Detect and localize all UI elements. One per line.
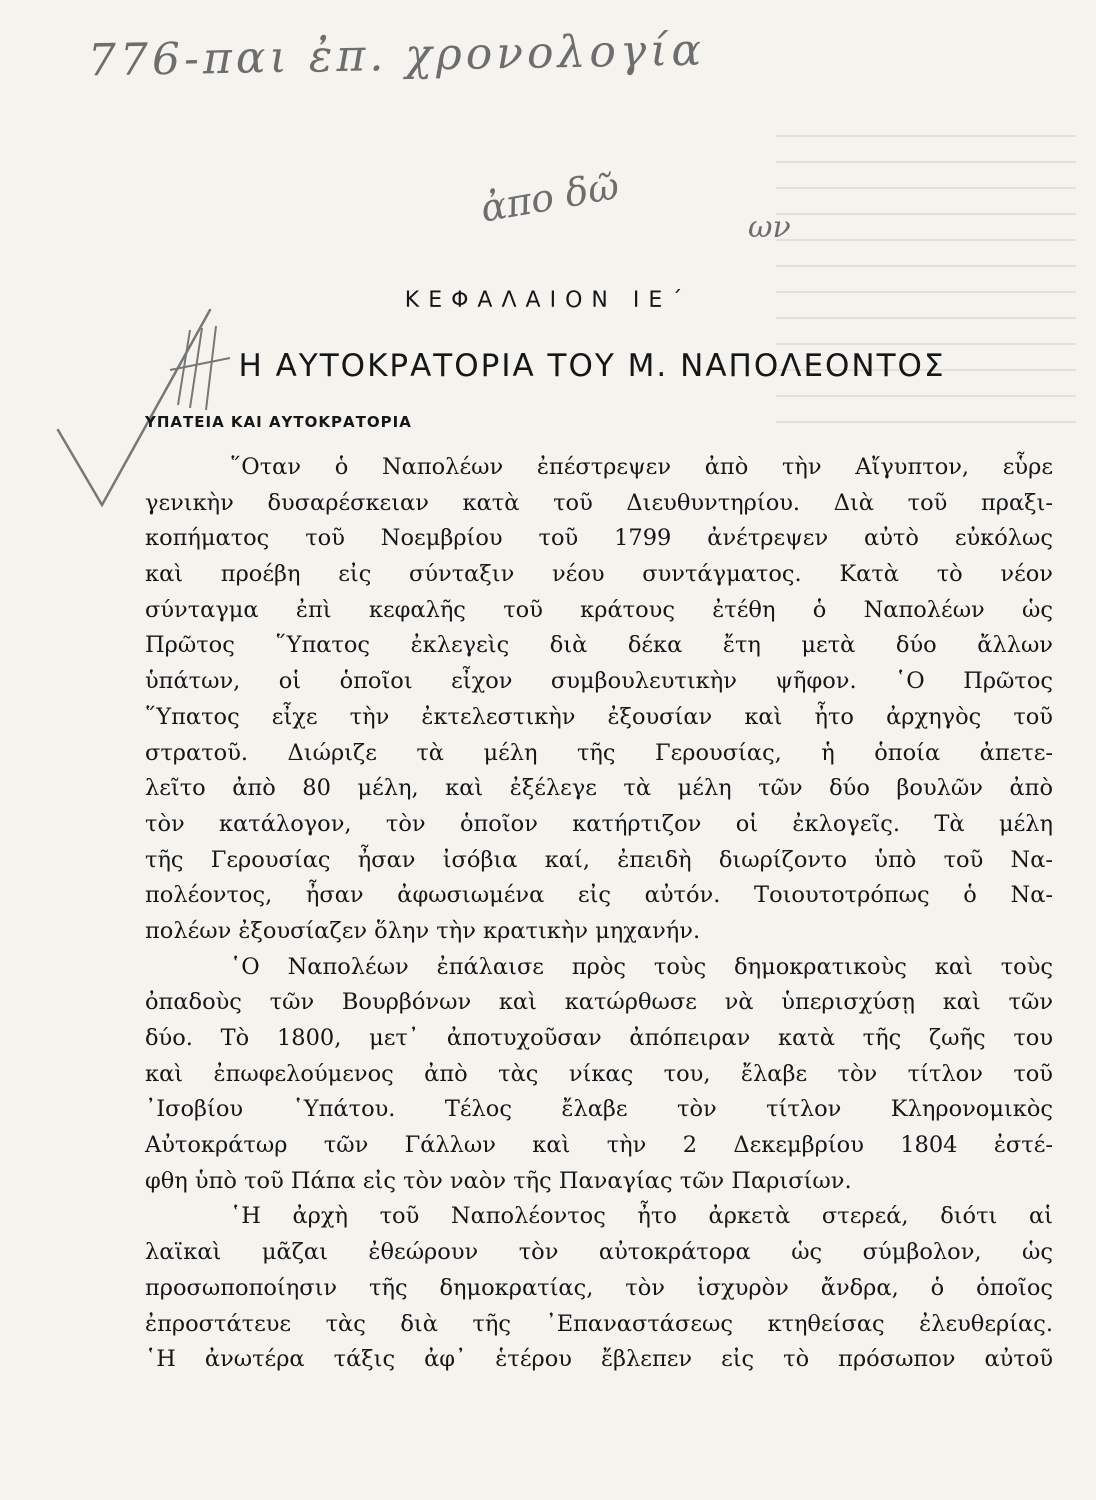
- section-subtitle: ΥΠΑΤΕΙΑ ΚΑΙ ΑΥΤΟΚΡΑΤΟΡΙΑ: [145, 413, 412, 431]
- bleed-through-text: [776, 135, 1076, 435]
- text-line: ῾Η ἀνωτέρα τάξις ἀφ᾿ ἑτέρου ἔβλεπεν εἰς τὸ πρόσωπον αὐτοῦ: [145, 1346, 1053, 1373]
- text-line: προσωποποίησιν τῆς δημοκρατίας, τὸν ἰσχυρὸν ἄνδρα, ὁ ὁποῖος: [145, 1274, 1053, 1301]
- text-line: καὶ ἐπωφελούμενος ἀπὸ τὰς νίκας του, ἔλαβε τὸν τίτλον τοῦ: [145, 1060, 1053, 1087]
- text-line: καὶ προέβη εἰς σύνταξιν νέου συντάγματος. Κατὰ τὸ νέον: [145, 561, 1053, 588]
- text-line: ῞Οταν ὁ Ναπολέων ἐπέστρεψεν ἀπὸ τὴν Αἴγυπτον, εὗρε: [230, 454, 1053, 480]
- text-line: ῾Ο Ναπολέων ἐπάλαισε πρὸς τοὺς δημοκρατικοὺς καὶ τοὺς: [230, 953, 1053, 980]
- chapter-title: Η ΑΥΤΟΚΡΑΤΟΡΙΑ ΤΟΥ Μ. ΝΑΠΟΛΕΟΝΤΟΣ: [238, 348, 946, 384]
- text-line: Πρῶτος ῞Υπατος ἐκλεγεὶς διὰ δέκα ἔτη μετὰ δύο ἄλλων: [145, 632, 1053, 659]
- text-line: τῆς Γερουσίας ἦσαν ἰσόβια καί, ἐπειδὴ διωρίζοντο ὑπὸ τοῦ Να-: [145, 846, 1053, 873]
- text-line: σύνταγμα ἐπὶ κεφαλῆς τοῦ κράτους ἐτέθη ὁ Ναπολέων ὡς: [145, 596, 1053, 623]
- text-line: φθη ὑπὸ τοῦ Πάπα εἰς τὸν ναὸν τῆς Παναγίας τῶν Παρισίων.: [145, 1167, 852, 1194]
- text-line: πολέων ἐξουσίαζεν ὅλην τὴν κρατικὴν μηχανήν.: [145, 917, 701, 944]
- text-line: ᾿Ισοβίου ῾Υπάτου. Τέλος ἔλαβε τὸν τίτλον Κληρονομικὸς: [145, 1096, 1053, 1123]
- chapter-heading: ΚΕΦΑΛΑΙΟΝ ΙΕ΄: [404, 288, 692, 313]
- text-line: ὑπάτων, οἱ ὁποῖοι εἶχον συμβουλευτικὴν ψῆφον. ῾Ο Πρῶτος: [145, 668, 1053, 695]
- text-line: τὸν κατάλογον, τὸν ὁποῖον κατήρτιζον οἱ ἐκλογεῖς. Τὰ μέλη: [145, 810, 1053, 837]
- text-line: ὀπαδοὺς τῶν Βουρβόνων καὶ κατώρθωσε νὰ ὑπερισχύσῃ καὶ τῶν: [145, 989, 1053, 1016]
- handwritten-note-top: 776-παι ἐπ. χρονολογία: [87, 24, 706, 87]
- text-line: ῾Η ἀρχὴ τοῦ Ναπολέοντος ἦτο ἀρκετὰ στερεά, διότι αἱ: [230, 1203, 1053, 1230]
- body-text: [145, 450, 1053, 1378]
- text-line: ἐπροστάτευε τὰς διὰ τῆς ᾿Επαναστάσεως κτηθείσας ἐλευθερίας.: [145, 1310, 1053, 1337]
- text-line: λεῖτο ἀπὸ 80 μέλη, καὶ ἐξέλεγε τὰ μέλη τῶν δύο βουλῶν ἀπὸ: [145, 775, 1053, 802]
- text-line: δύο. Τὸ 1800, μετ᾿ ἀποτυχοῦσαν ἀπόπειραν κατὰ τῆς ζωῆς του: [145, 1025, 1053, 1051]
- text-line: πολέοντος, ἦσαν ἀφωσιωμένα εἰς αὐτόν. Τοιουτοτρόπως ὁ Να-: [145, 882, 1053, 909]
- text-line: ῞Υπατος εἶχε τὴν ἐκτελεστικὴν ἐξουσίαν καὶ ἦτο ἀρχηγὸς τοῦ: [145, 703, 1053, 730]
- text-line: στρατοῦ. Διώριζε τὰ μέλη τῆς Γερουσίας, ἡ ὁποία ἀπετε-: [145, 739, 1053, 766]
- handwritten-mark: ων: [748, 210, 791, 245]
- text-line: Αὐτοκράτωρ τῶν Γάλλων καὶ τὴν 2 Δεκεμβρίου 1804 ἐστέ-: [145, 1132, 1053, 1159]
- text-line: κοπήματος τοῦ Νοεμβρίου τοῦ 1799 ἀνέτρεψεν αὐτὸ εὐκόλως: [145, 525, 1053, 552]
- text-line: λαϊκαὶ μᾶζαι ἐθεώρουν τὸν αὐτοκράτορα ὡς σύμβολον, ὡς: [145, 1239, 1053, 1266]
- text-line: γενικὴν δυσαρέσκειαν κατὰ τοῦ Διευθυντηρίου. Διὰ τοῦ πραξι-: [145, 489, 1053, 516]
- handwritten-note-middle: ἀπο δῶ: [477, 163, 623, 231]
